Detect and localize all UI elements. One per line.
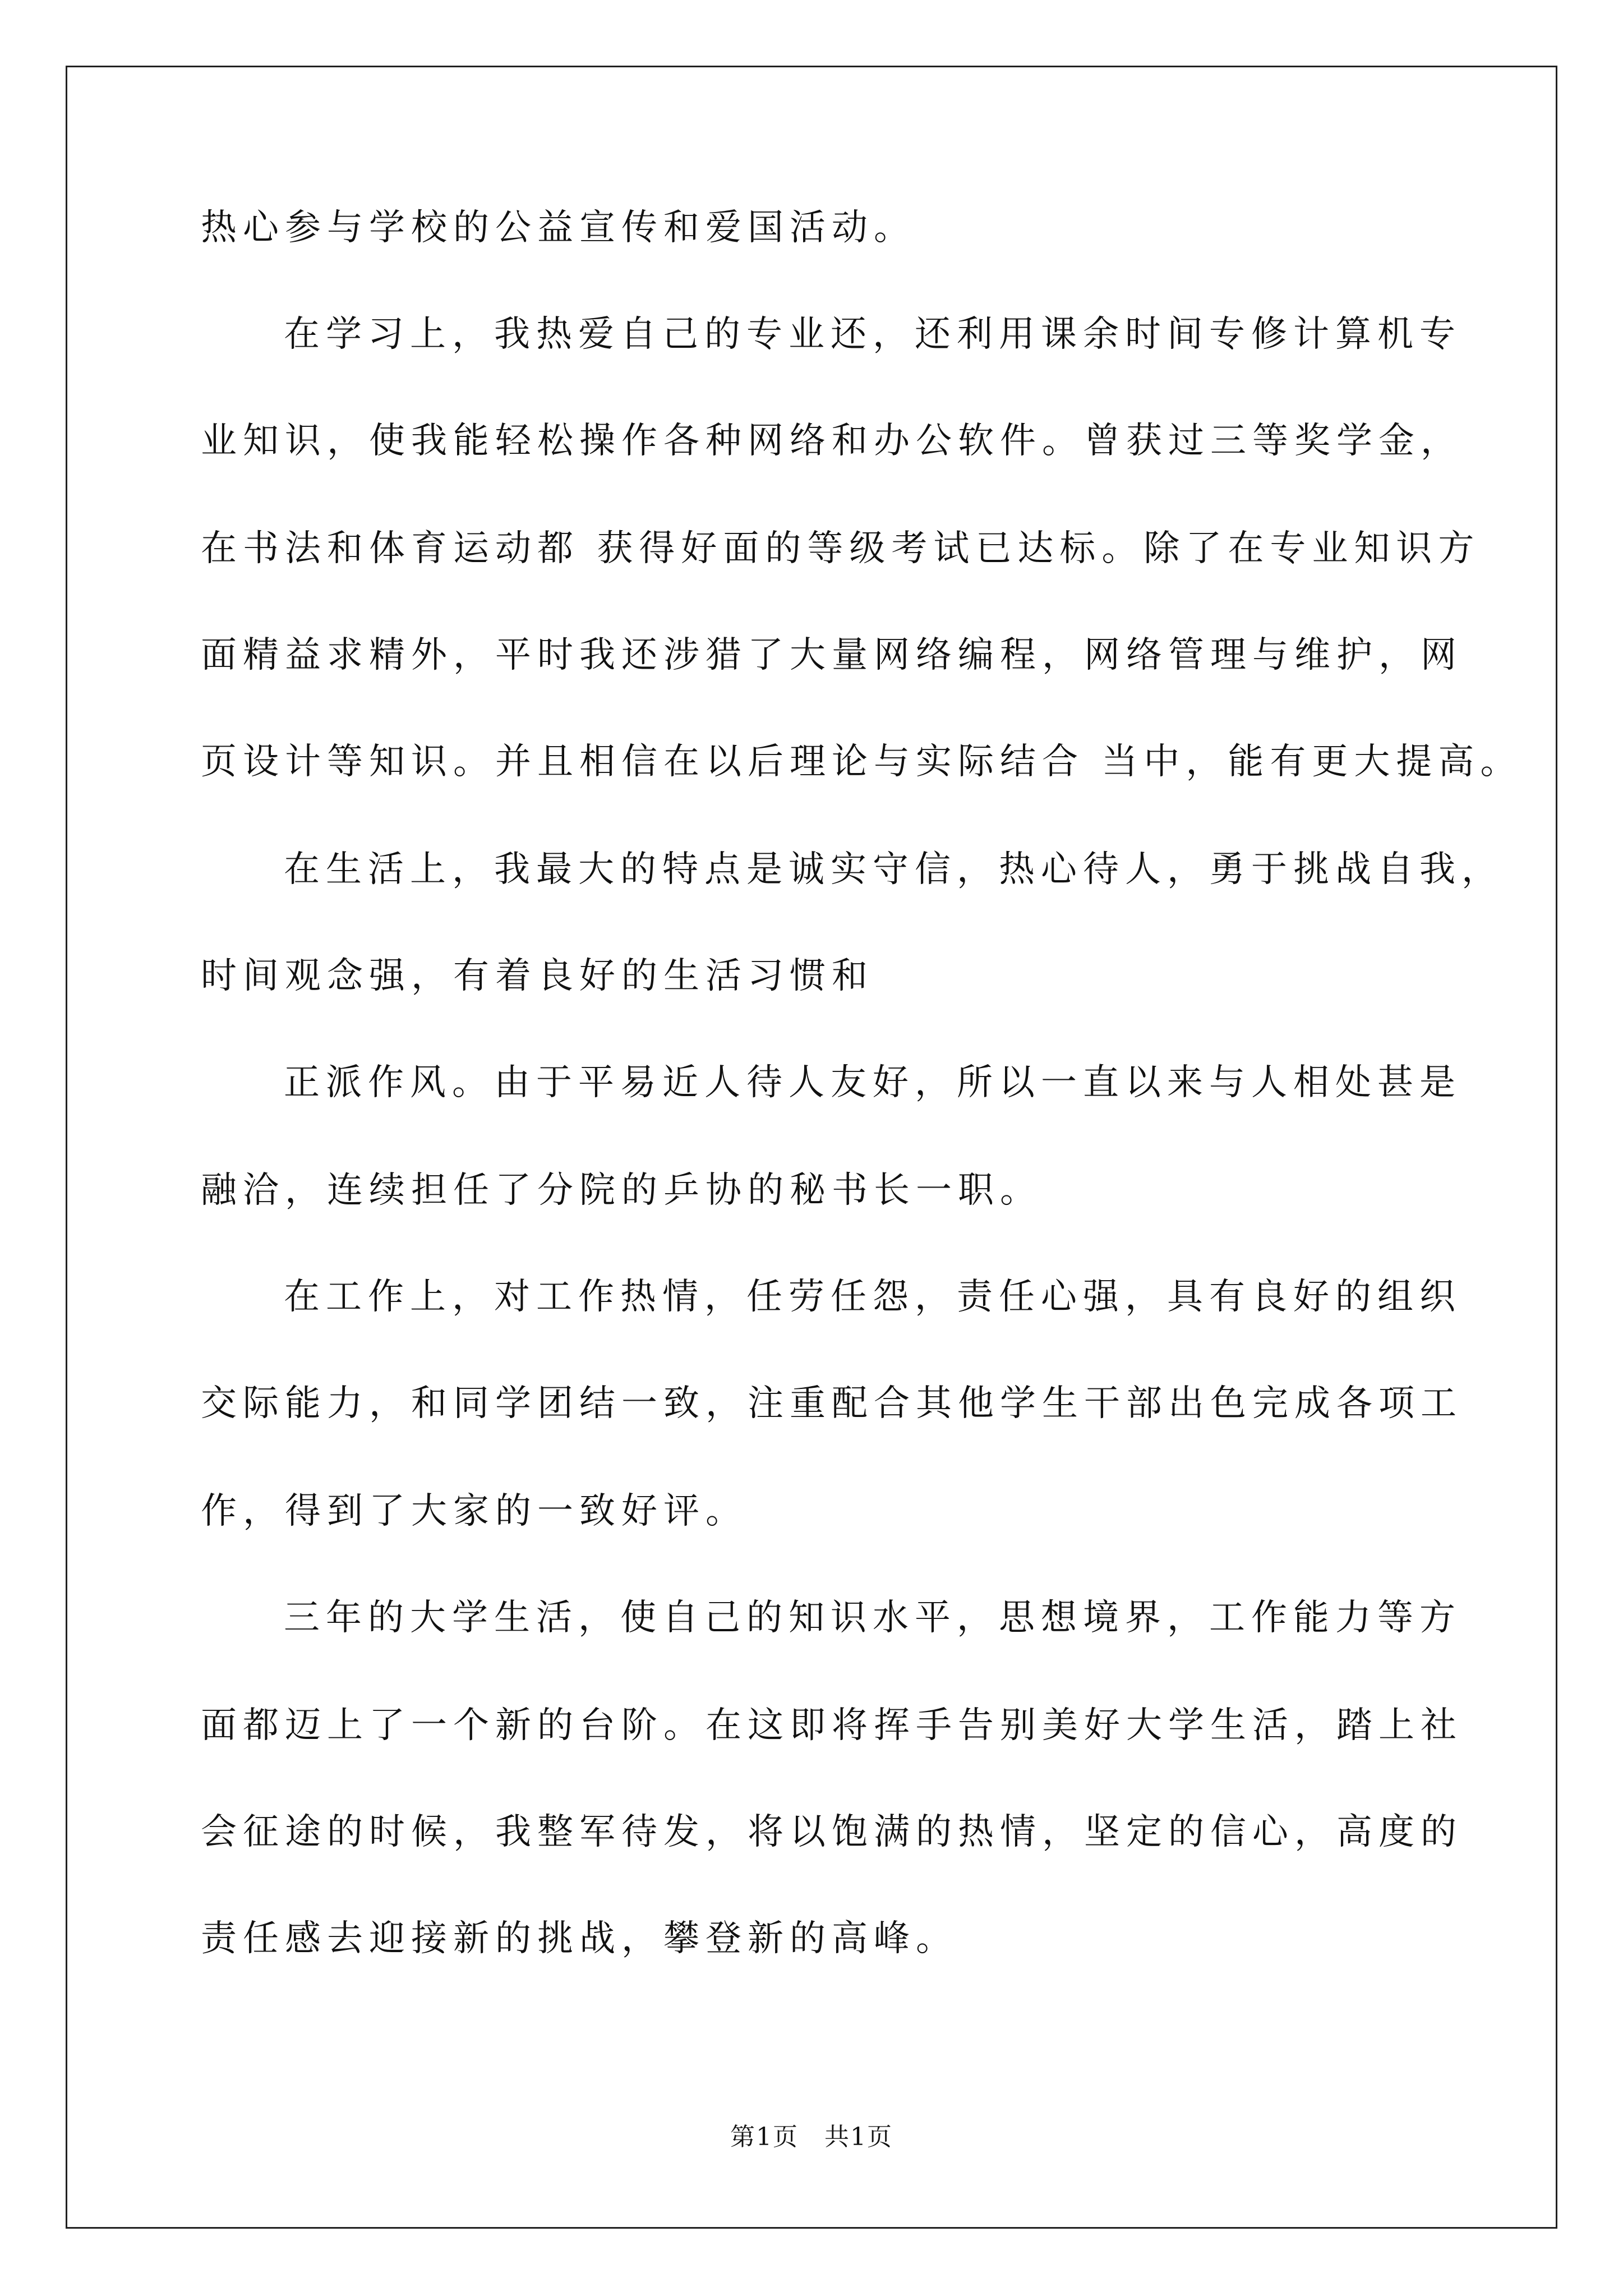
text-line-10: 融洽，连续担任了分院的乒协的秘书长一职。 bbox=[201, 1170, 1042, 1211]
text-line-12: 交际能力，和同学团结一致，注重配合其他学生干部出色完成各项工 bbox=[201, 1383, 1463, 1424]
text-line-3: 业知识，使我能轻松操作各种网络和办公软件。曾获过三等奖学金， bbox=[201, 420, 1463, 462]
text-line-8: 时间观念强，有着良好的生活习惯和 bbox=[201, 955, 874, 997]
text-line-1: 热心参与学校的公益宣传和爱国活动。 bbox=[201, 207, 916, 249]
text-line-16: 会征途的时候，我整军待发，将以饱满的热情，坚定的信心，高度的 bbox=[201, 1811, 1463, 1853]
text-line-13: 作，得到了大家的一致好评。 bbox=[201, 1490, 748, 1532]
text-line-4: 在书法和体育运动都 获得好面的等级考试已达标。除了在专业知识方 bbox=[201, 528, 1481, 569]
text-line-15: 面都迈上了一个新的台阶。在这即将挥手告别美好大学生活，踏上社 bbox=[201, 1705, 1463, 1746]
text-line-5: 面精益求精外，平时我还涉猎了大量网络编程，网络管理与维护，网 bbox=[201, 634, 1463, 676]
text-line-9: 正派作风。由于平易近人待人友好，所以一直以来与人相处甚是 bbox=[284, 1062, 1461, 1103]
page-footer: 第1页 共1页 bbox=[730, 2123, 893, 2151]
text-line-2: 在学习上，我热爱自己的专业还，还利用课余时间专修计算机专 bbox=[284, 314, 1461, 355]
text-line-11: 在工作上，对工作热情，任劳任怨，责任心强，具有良好的组织 bbox=[284, 1276, 1461, 1318]
page-border bbox=[66, 66, 1557, 2229]
text-line-6: 页设计等知识。并且相信在以后理论与实际结合 当中，能有更大提高。 bbox=[201, 741, 1523, 783]
text-line-7: 在生活上，我最大的特点是诚实守信，热心待人，勇于挑战自我， bbox=[284, 849, 1504, 890]
text-line-17: 责任感去迎接新的挑战，攀登新的高峰。 bbox=[201, 1918, 958, 1959]
text-line-14: 三年的大学生活，使自己的知识水平，思想境界，工作能力等方 bbox=[284, 1597, 1461, 1639]
